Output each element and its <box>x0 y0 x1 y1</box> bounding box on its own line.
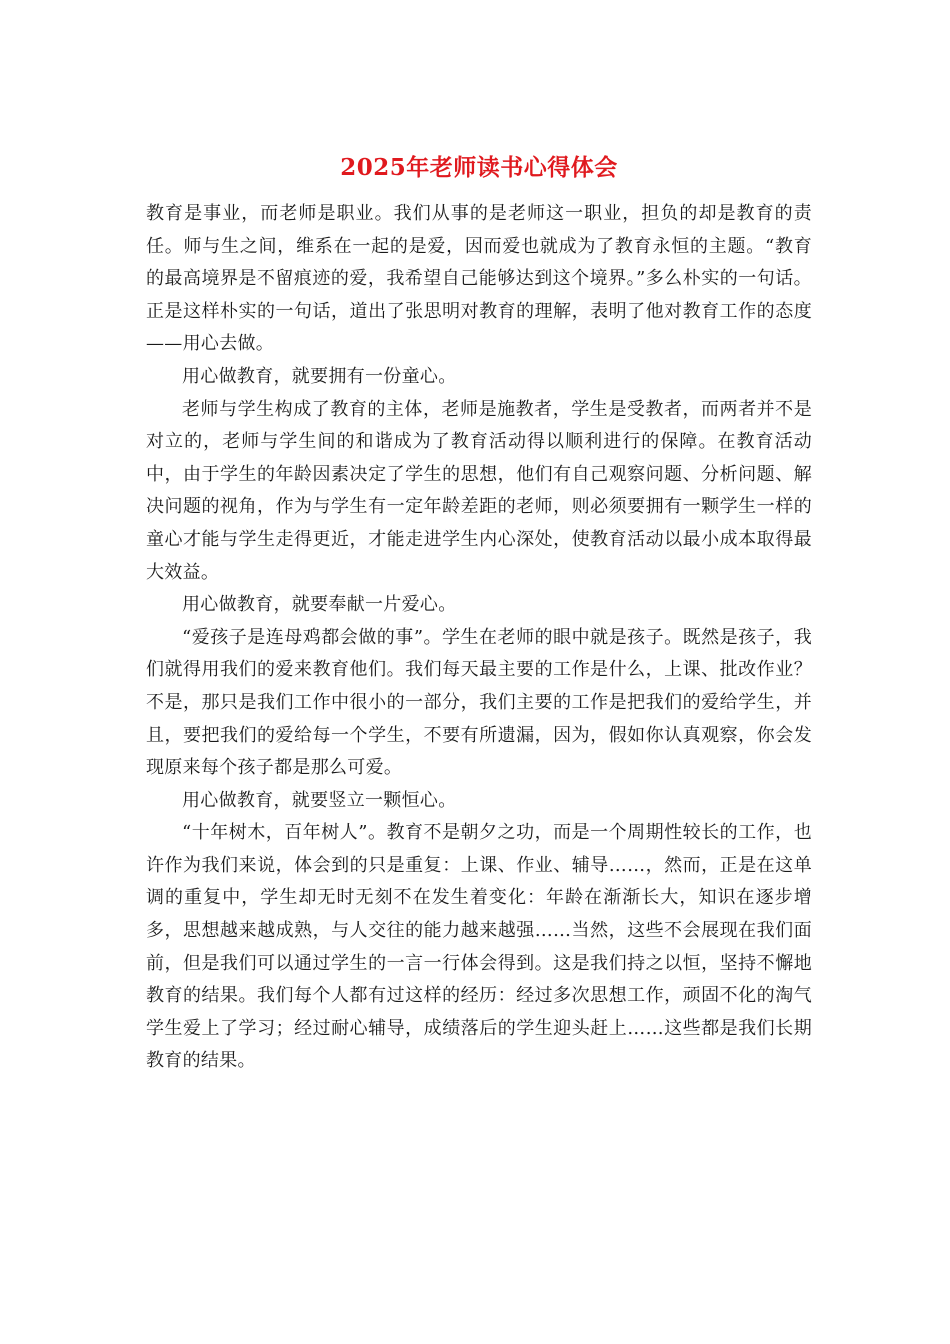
document-page <box>146 148 812 1078</box>
paragraph-body-childlike-heart: 老师与学生构成了教育的主体，老师是施教者，学生是受教者，而两者并不是对立的，老师与学生间的和谐成为了教育活动得以顺利进行的保障。在教育活动中，由于学生的年龄因素决定了学生的思想，他们有自己观察问题、分析问题、解决问题的视角，作为与学生有一定年龄差距的老师，则必须要拥有一颗学生一样的童心才能与学生走得更近，才能走进学生内心深处，使教育活动以最小成本取得最大效益。 <box>146 398 812 583</box>
paragraph-heading-perseverance: 用心做教育，就要竖立一颗恒心。 <box>182 789 457 811</box>
document-title: 2025年老师读书心得体会 <box>340 154 618 181</box>
paragraph-intro: 教育是事业，而老师是职业。我们从事的是老师这一职业，担负的却是教育的责任。师与生之间，维系在一起的是爱，因而爱也就成为了教育永恒的主题。“教育的最高境界是不留痕迹的爱，我希望自己能够达到这个境界。”多么朴实的一句话。正是这样朴实的一句话，道出了张思明对教育的理解，表明了他对教育工作的态度——用心去做。 <box>146 203 812 355</box>
paragraph-heading-childlike-heart: 用心做教育，就要拥有一份童心。 <box>182 365 457 387</box>
paragraph-body-perseverance: “十年树木，百年树人”。教育不是朝夕之功，而是一个周期性较长的工作，也许作为我们来说，体会到的只是重复：上课、作业、辅导……，然而，正是在这单调的重复中，学生却无时无刻不在发生着变化：年龄在渐渐长大，知识在逐步增多，思想越来越成熟，与人交往的能力越来越强……当然，这些不会展现在我们面前，但是我们可以通过学生的一言一行体会得到。这是我们持之以恒，坚持不懈地教育的结果。我们每个人都有过这样的经历：经过多次思想工作，顽固不化的淘气学生爱上了学习；经过耐心辅导，成绩落后的学生迎头赶上……这些都是我们长期教育的结果。 <box>146 822 812 1072</box>
paragraph-heading-love: 用心做教育，就要奉献一片爱心。 <box>182 594 457 616</box>
paragraph-body-love: “爱孩子是连母鸡都会做的事”。学生在老师的眼中就是孩子。既然是孩子，我们就得用我们的爱来教育他们。我们每天最主要的工作是什么，上课、批改作业？不是，那只是我们工作中很小的一部分，我们主要的工作是把我们的爱给学生，并且，要把我们的爱给每一个学生，不要有所遗漏，因为，假如你认真观察，你会发现原来每个孩子都是那么可爱。 <box>146 626 812 779</box>
